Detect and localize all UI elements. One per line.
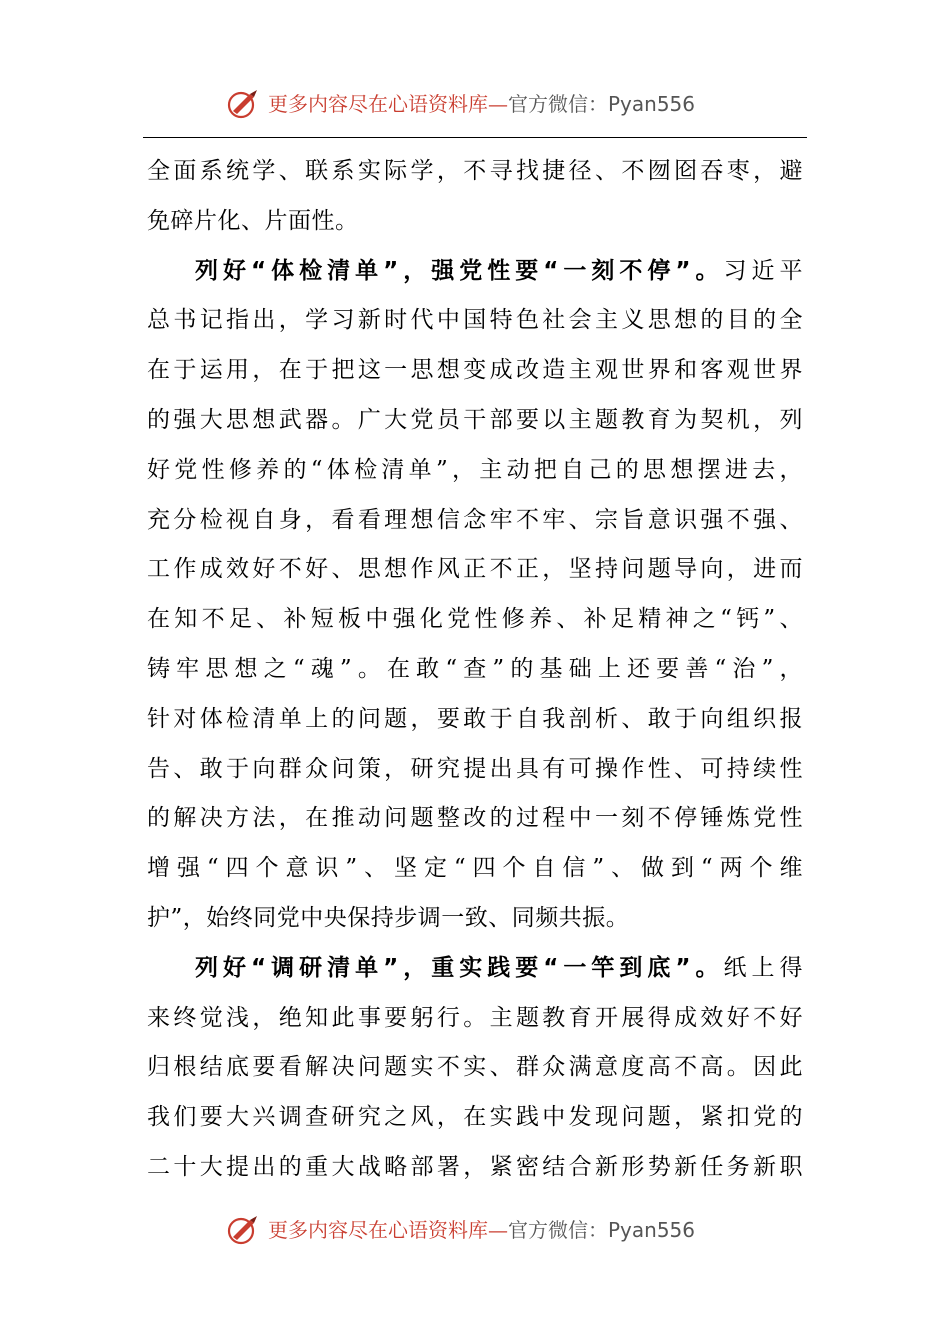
line-text: 习近平: [723, 257, 804, 284]
text-line: [147, 944, 803, 994]
text-line: [147, 1043, 803, 1093]
text-line: [147, 994, 803, 1044]
document-body: [147, 147, 803, 1193]
line-text: 总书记指出，学习新时代中国特色社会主义思想的目的全: [147, 307, 803, 334]
text-line: [147, 346, 803, 396]
line-text: 工作成效好不好、思想作风正不正，坚持问题导向，进而: [147, 556, 803, 583]
footer-banner: [0, 1210, 950, 1250]
text-line: [147, 645, 803, 695]
line-text: 在于运用，在于把这一思想变成改造主观世界和客观世界: [147, 357, 803, 384]
line-text: 纸上得: [723, 954, 804, 981]
line-text: 告、敢于向群众问策，研究提出具有可操作性、可持续性: [147, 755, 803, 782]
line-text: 在知不足、补短板中强化党性修养、补足精神之“钙”、: [147, 606, 803, 633]
text-line: [147, 1093, 803, 1143]
banner-wechat-id: Pyan556: [608, 92, 696, 116]
line-text: 护”，始终同党中央保持步调一致、同频共振。: [147, 904, 630, 931]
text-line: [147, 894, 803, 944]
paragraph-heading: 列好“体检清单”，强党性要“一刻不停”。: [195, 257, 724, 284]
banner-text: [268, 84, 695, 124]
text-line: [147, 844, 803, 894]
line-text: 全面系统学、联系实际学，不寻找捷径、不囫囵吞枣，避: [147, 158, 803, 184]
text-line: [147, 545, 803, 595]
line-text: 针对体检清单上的问题，要敢于自我剖析、敢于向组织报: [147, 705, 803, 732]
text-line: [147, 1143, 803, 1193]
text-line: [147, 247, 803, 297]
text-line: [147, 496, 803, 546]
banner-wechat-label: 官方微信：: [508, 92, 608, 116]
line-text: 好党性修养的“体检清单”，主动把自己的思想摆进去，: [147, 456, 803, 483]
text-line: [147, 147, 803, 197]
text-line: [147, 794, 803, 844]
text-line: [147, 446, 803, 496]
text-line: [147, 695, 803, 745]
banner-wechat-label: 官方微信：: [508, 1218, 608, 1242]
banner-text: [268, 1210, 695, 1250]
text-line: [147, 296, 803, 346]
header-divider: [143, 137, 807, 138]
header-banner: [0, 84, 950, 124]
line-text: 充分检视自身，看看理想信念牢不牢、宗旨意识强不强、: [147, 506, 803, 533]
paragraph-heading: 列好“调研清单”，重实践要“一竿到底”。: [195, 954, 724, 981]
line-text: 我们要大兴调查研究之风，在实践中发现问题，紧扣党的: [147, 1104, 803, 1131]
text-line: [147, 745, 803, 795]
line-text: 归根结底要看解决问题实不实、群众满意度高不高。因此: [147, 1054, 803, 1081]
banner-site-text: 更多内容尽在心语资料库: [268, 92, 488, 116]
line-text: 的强大思想武器。广大党员干部要以主题教育为契机，列: [147, 406, 803, 433]
text-line: [147, 595, 803, 645]
text-line: [147, 396, 803, 446]
banner-site-text: 更多内容尽在心语资料库: [268, 1218, 488, 1242]
line-text: 铸牢思想之“魂”。在敢“查”的基础上还要善“治”，: [147, 655, 803, 682]
line-text: 免碎片化、片面性。: [147, 207, 359, 234]
banner-dash: —: [488, 92, 508, 116]
line-text: 的解决方法，在推动问题整改的过程中一刻不停锤炼党性: [147, 805, 803, 832]
pen-logo-icon: [226, 1214, 262, 1246]
line-text: 来终觉浅，绝知此事要躬行。主题教育开展得成效好不好: [147, 1004, 803, 1031]
banner-dash: —: [488, 1218, 508, 1242]
line-text: 增强“四个意识”、坚定“四个自信”、做到“两个维: [147, 855, 803, 882]
pen-logo-icon: [226, 88, 262, 120]
banner-wechat-id: Pyan556: [608, 1218, 696, 1242]
text-line: [147, 197, 803, 247]
line-text: 二十大提出的重大战略部署，紧密结合新形势新任务新职: [147, 1153, 803, 1180]
